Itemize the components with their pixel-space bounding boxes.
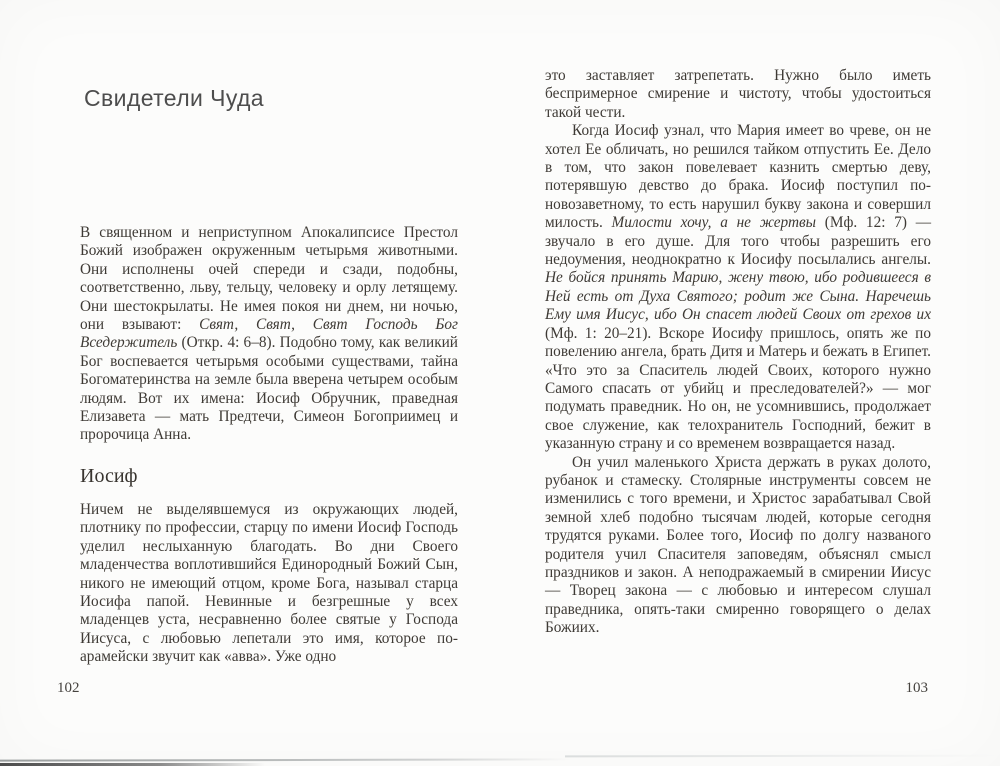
text-segment: (Мф. 1: 20–21). Вскоре Иосифу пришлось, опять же по повелению ангела, брать Дитя и Матерь и бежать в Египет. «Что это за Спаситель людей Своих, которого нужно Самого спасать от убийц и преследователей?» — мог подумать праведник. Но он, не усомнившись, продолжает свое служение, как телохранитель Господний, бежит в указанную страну и со временем возвращается назад. — [545, 324, 931, 453]
text-segment: (Откр. 4: 6–8). Подобно тому, как великий Бог воспевается четырьмя особыми существами, тайна Богоматеринства на земле была вверена четырем особым людям. Вот их имена: Иосиф Обручник, праведная Елизавета — мать Предтечи, Симеон Богоприимец и пророчица Анна. — [80, 334, 458, 444]
text-segment: Он учил маленького Христа держать в руках долото, рубанок и стамеску. Столярные инструменты совсем не изменились с того времени, и Христос зарабатывал Свой земной хлеб подобно тысячам людей, которые сегодня трудятся руками. Более того, Иосиф по долгу названого родителя учил Спасителя заповедям, объяснял смысл праздников и закон. А неподражаемый в смирении Иисус — Творец закона — с любовью и интересом слушал праведника, опять-таки смиренно говорящего о делах Божиих. — [545, 453, 931, 637]
scripture-quote: Свят, Свят, Свят Господь Бог Вседержитель — [80, 316, 459, 352]
text-segment: В священном и неприступном Апокалипсисе Престол Божий изображен окруженным четырьмя животными. Они исполнены очей спереди и сзади, подобны, соответственно, льву, тельцу, человеку и орлу летящему. Они шестокрылаты. Не имея покоя ни днем, ни ночью, они взывают: — [80, 224, 458, 334]
right-page-body — [545, 67, 931, 638]
page-number-left: 102 — [57, 680, 80, 696]
paragraph — [545, 122, 931, 453]
paragraph — [545, 454, 931, 638]
page-number-right: 103 — [905, 680, 928, 696]
text-segment: Когда Иосиф узнал, что Мария имеет во чреве, он не хотел Ее обличать, но решился тайком отпустить Ее. Дело в том, что закон повелевает казнить смертью деву, потерявшую девство до брака. Иосиф поступил по-новозаветному, то есть нарушил букву закона и совершил милость. — [545, 122, 931, 232]
page-bottom-edge-left — [0, 758, 570, 761]
paragraph — [545, 67, 931, 122]
paragraph — [80, 501, 458, 667]
text-segment: (Мф. 12: 7) — звучало в его душе. Для того чтобы разрешить его недоумения, неоднократно к Иосифу посылались ангелы. — [545, 214, 931, 269]
text-segment: Ничем не выделявшемуся из окружающих людей, плотнику по профессии, старцу по имени Иосиф Господь уделил неслыханную благодать. Во дни Своего младенчества воплотившийся Единородный Божий Сын, никого не имеющий отцом, кроме Бога, называл старца Иосифа папой. Невинные и безгрешные у всех младенцев уста, несравненно более святые у Господа Иисуса, с любовью лепетали это имя, которое по-арамейски звучит как «авва». Уже одно — [80, 500, 458, 666]
section-heading: Иосиф — [80, 464, 138, 487]
page-bottom-edge-right — [565, 755, 1000, 757]
scripture-quote: Милости хочу, а не жертвы — [611, 214, 817, 232]
paragraph — [80, 224, 458, 445]
scripture-quote: Не бойся принять Марию, жену твою, ибо родившееся в Ней есть от Духа Святого; родит же Сына. Наречешь Ему имя Иисус, ибо Он спасет людей Своих от грехов их — [545, 269, 931, 324]
chapter-title: Свидетели Чуда — [84, 85, 264, 112]
text-segment: это заставляет затрепетать. Нужно было иметь беспримерное смирение и чистоту, чтобы удостоиться такой чести. — [545, 67, 931, 121]
left-page-body — [80, 224, 458, 667]
